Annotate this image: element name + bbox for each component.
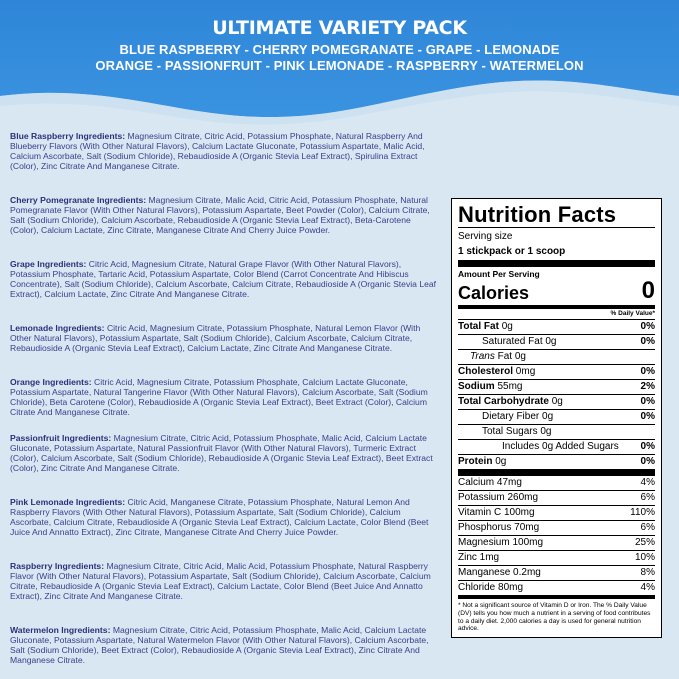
ingredient-block <box>10 626 438 666</box>
ingredient-name: Blue Raspberry Ingredients: <box>10 131 126 141</box>
ingredient-block <box>10 562 438 602</box>
amount-per-serving: Amount Per Serving <box>458 269 540 279</box>
ingredient-name: Pink Lemonade Ingredients: <box>10 497 126 507</box>
ingredient-text: Citric Acid, Manganese Citrate, Potassium Phosphate, Natural Lemon And Raspberry Flavors (With Other Natural Flavors), Potassium Aspartate, Salt (Sodium Chloride), Calcium Ascorbate, Calcium Citrate, Rebaudioside A (Organic Stevia Leaf Extract), Calcium Lactate, Color Blend (Beet Juice And Annatto Extract), Zinc Citrate, Manganese Citrate And Cherry Juice Powder. <box>10 497 429 537</box>
nutrient-row-total-carbohydrate: Total Carbohydrate 0g 0% <box>458 396 655 407</box>
page-title: ULTIMATE VARIETY PACK <box>212 17 467 39</box>
calories-value: 0 <box>641 277 655 304</box>
header-banner <box>0 0 679 128</box>
daily-value-header: % Daily Value* <box>610 310 655 317</box>
ingredient-name: Lemonade Ingredients: <box>10 323 105 333</box>
nutrient-row-sodium: Sodium 55mg 2% <box>458 381 655 392</box>
mineral-row: Potassium 260mg 6% <box>458 492 655 503</box>
ingredient-block <box>10 132 438 172</box>
mineral-row: Manganese 0.2mg 8% <box>458 567 655 578</box>
ingredient-text: Magnesium Citrate, Citric Acid, Potassium Phosphate, Malic Acid, Calcium Lactate Gluconate, Potassium Aspartate, Natural Passionfruit Flavor (With Other Natural Flavors), Turmeric Extract (Color), Calcium Ascorbate, Salt (Sodium Chloride), Rebaudioside A (Organic Stevia Leaf Extract), Beet Extract (Color), Zinc Citrate And Manganese Citrate. <box>10 433 433 473</box>
nutrition-facts-panel <box>451 198 662 638</box>
ingredient-block <box>10 324 438 354</box>
mineral-row: Vitamin C 100mg 110% <box>458 507 655 518</box>
flavor-list-line-1: BLUE RASPBERRY - CHERRY POMEGRANATE - GRAPE - LEMONADE <box>119 42 560 57</box>
nutrient-row-saturated-fat: Saturated Fat 0g 0% <box>458 334 655 349</box>
nutrient-row-dietary-fiber: Dietary Fiber 0g 0% <box>458 409 655 424</box>
ingredient-name: Raspberry Ingredients: <box>10 561 105 571</box>
ingredient-text: Magnesium Citrate, Citric Acid, Potassium Phosphate, Malic Acid, Calcium Lactate Gluconate, Potassium Aspartate, Natural Watermelon Flavor (With Other Natural Flavors), Calcium Ascorbate, Salt (Sodium Chloride), Beet Extract (Color), Rebaudioside A (Organic Stevia Leaf Extract), Zinc Citrate And Manganese Citrate. <box>10 625 429 665</box>
nutrient-row-added-sugars: Includes 0g Added Sugars 0% <box>458 439 655 454</box>
ingredient-text: Magnesium Citrate, Citric Acid, Malic Acid, Potassium Phosphate, Natural Raspberry Flavor (With Other Natural Flavors), Potassium Aspartate, Salt (Sodium Chloride), Calcium Ascorbate, Calcium Citrate, Rebaudioside A (Organic Stevia Leaf Extract), Calcium Lactate, Color Blend (Beet Juice And Annatto Extract), Zinc Citrate And Manganese Citrate. <box>10 561 431 601</box>
ingredient-name: Grape Ingredients: <box>10 259 87 269</box>
nutrient-row-total-sugars: Total Sugars 0g <box>458 424 655 439</box>
calories-row <box>458 279 655 303</box>
ingredient-name: Orange Ingredients: <box>10 377 92 387</box>
ingredient-text: Magnesium Citrate, Malic Acid, Citric Acid, Potassium Phosphate, Natural Pomegranate Flavor (With Other Natural Flavors), Potassium Aspartate, Beet Powder (Color), Calcium Citrate, Salt (Sodium Chloride), Calcium Ascorbate, Rebaudioside A (Organic Stevia Leaf Extract), Beta-Carotene (Color), Calcium Lactate, Zinc Citrate, Manganese Citrate And Cherry Juice Powder. <box>10 195 430 235</box>
mineral-row: Zinc 1mg 10% <box>458 552 655 563</box>
ingredient-block <box>10 196 438 236</box>
ingredient-block <box>10 378 438 418</box>
ingredient-text: Citric Acid, Magnesium Citrate, Natural Grape Flavor (With Other Natural Flavors), Potassium Phosphate, Tartaric Acid, Potassium Aspartate, Color Blend (Carrot Concentrate And Hibiscus Concentrate), Salt (Sodium Chloride), Calcium Ascorbate, Calcium Citrate, Rebaudioside A (Organic Stevia Leaf Extract), Calcium Lactate, Zinc Citrate And Manganese Citrate. <box>10 259 437 299</box>
mineral-row: Phosphorus 70mg 6% <box>458 522 655 533</box>
ingredient-text: Citric Acid, Magnesium Citrate, Potassium Phosphate, Calcium Lactate Gluconate, Potassium Aspartate, Natural Tangerine Flavor (With Other Natural Flavors), Calcium Ascorbate, Salt (Sodium Chloride), Beta Carotene (Color), Rebaudioside A (Organic Stevia Leaf Extract), Beet Extract (Color), Calcium Citrate And Manganese Citrate. <box>10 377 428 417</box>
nutrient-row-total-fat: Total Fat 0g 0% <box>458 321 655 332</box>
ingredient-name: Watermelon Ingredients: <box>10 625 111 635</box>
mineral-row: Magnesium 100mg 25% <box>458 537 655 548</box>
nutrition-footnote: * Not a significant source of Vitamin D or Iron. The % Daily Value (DV) tells you how much a nutrient in a serving of food contributes to a daily diet. 2,000 calories a day is used for general nutrition advice. <box>458 602 651 633</box>
ingredient-name: Passionfruit Ingredients: <box>10 433 112 443</box>
serving-size-value: 1 stickpack or 1 scoop <box>458 246 566 257</box>
nutrition-facts-title: Nutrition Facts <box>458 202 617 227</box>
nutrient-row-protein: Protein 0g 0% <box>458 456 655 467</box>
flavor-list-line-2: ORANGE - PASSIONFRUIT - PINK LEMONADE - RASPBERRY - WATERMELON <box>95 58 584 73</box>
nutrient-row-cholesterol: Cholesterol 0mg 0% <box>458 366 655 377</box>
ingredient-name: Cherry Pomegranate Ingredients: <box>10 195 147 205</box>
nutrient-row-trans-fat: Trans Fat 0g <box>458 349 655 364</box>
mineral-row: Chloride 80mg 4% <box>458 582 655 593</box>
ingredient-block <box>10 434 438 474</box>
mineral-row: Calcium 47mg 4% <box>458 477 655 488</box>
ingredient-text: Citric Acid, Magnesium Citrate, Potassium Phosphate, Natural Lemon Flavor (With Other Natural Flavors), Potassium Aspartate, Salt (Sodium Chloride), Calcium Ascorbate, Calcium Citrate, Rebaudioside A (Organic Stevia Leaf Extract), Calcium Lactate, Zinc Citrate And Manganese Citrate. <box>10 323 421 353</box>
serving-size-label: Serving size <box>458 231 513 242</box>
ingredient-text: Magnesium Citrate, Citric Acid, Potassium Phosphate, Natural Raspberry And Blueberry Flavors (With Other Natural Flavors), Calcium Lactate Gluconate, Potassium Aspartate, Malic Acid, Calcium Ascorbate, Salt (Sodium Chloride), Rebaudioside A (Organic Stevia Leaf Extract), Spirulina Extract (Color), Zinc Citrate And Manganese Citrate. <box>10 131 425 171</box>
calories-label: Calories <box>458 283 530 303</box>
ingredient-block <box>10 498 438 538</box>
ingredient-block <box>10 260 438 300</box>
